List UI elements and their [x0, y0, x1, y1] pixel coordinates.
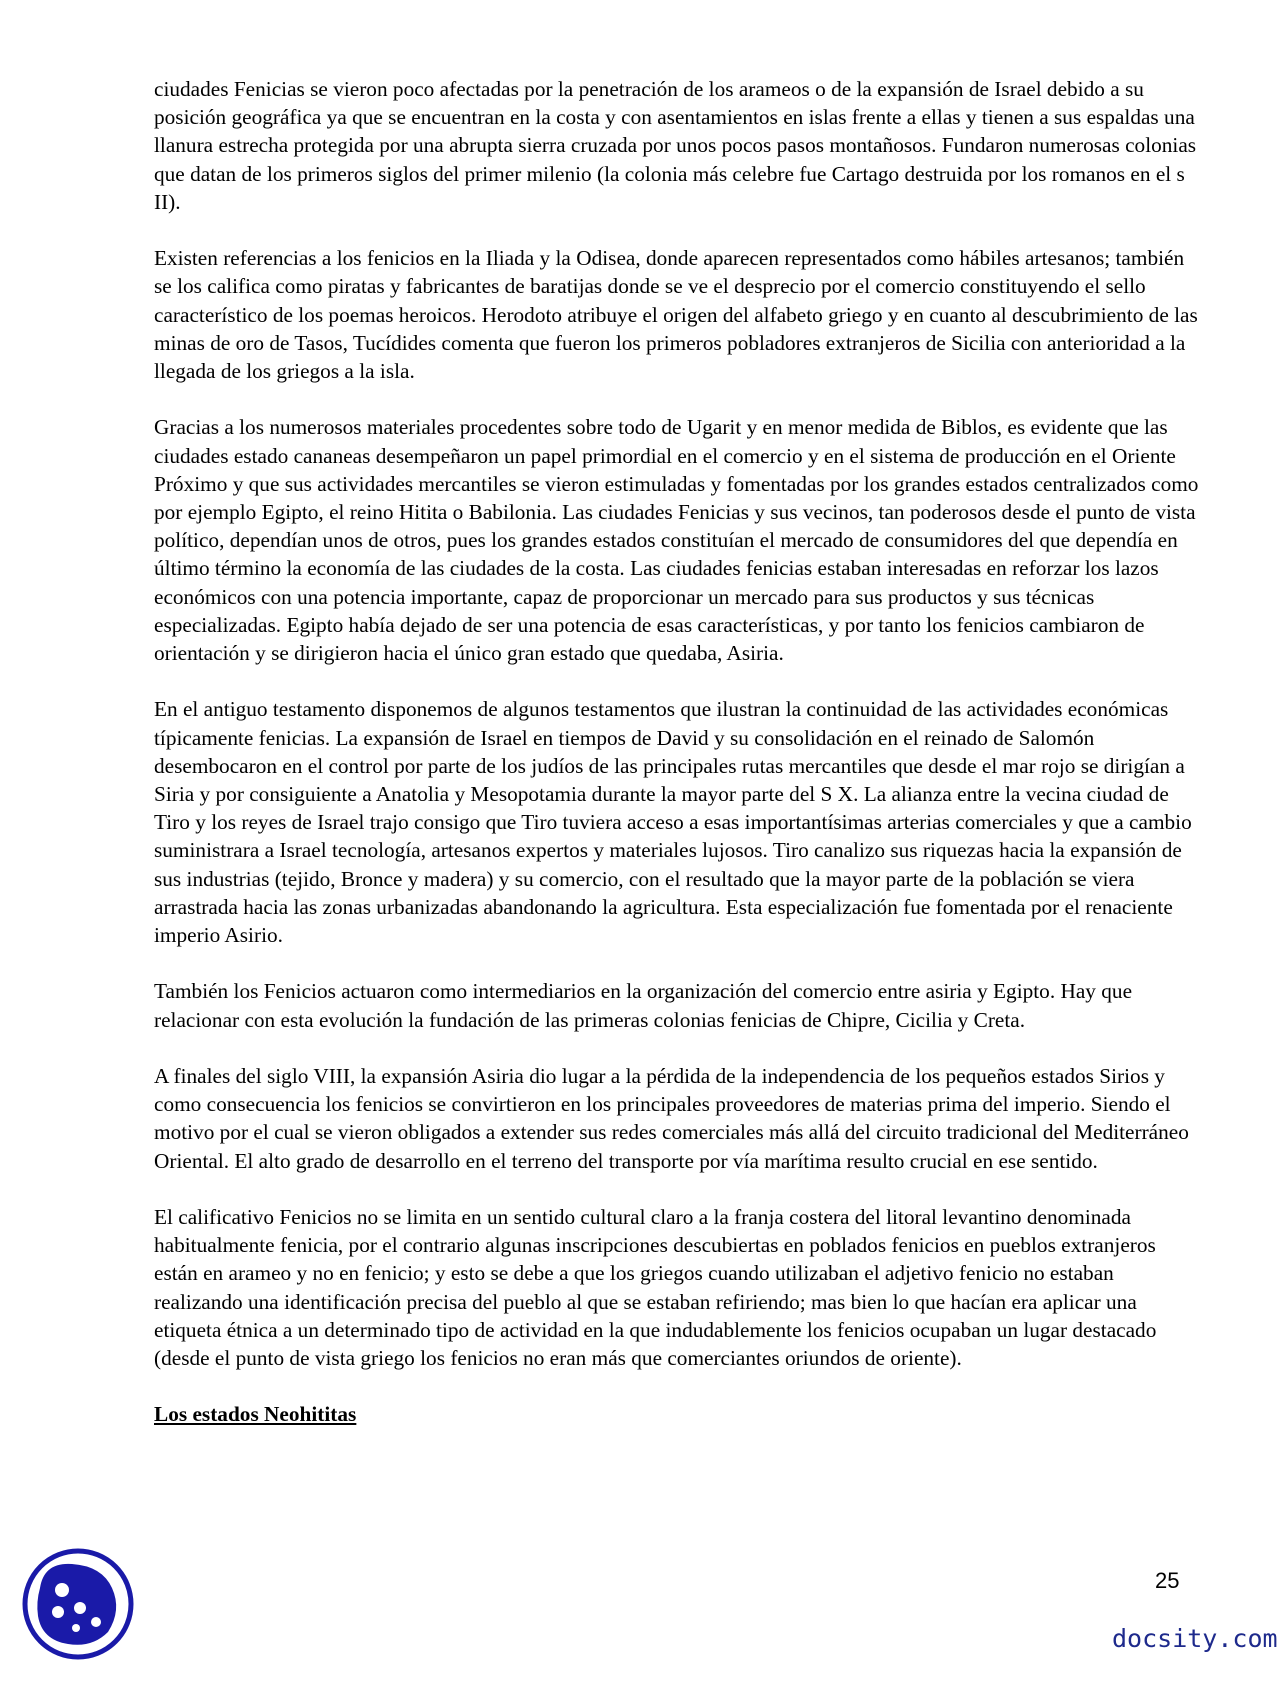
page-number: 25 [1155, 1568, 1180, 1593]
paragraph-4: En el antiguo testamento disponemos de algunos testamentos que ilustran la continuidad de las actividades económicas típicamente fenicias. La expansión de Israel en tiempos de David y su consolidación en el reinado de Salomón desembocaron en el control por parte de los judíos de las principales rutas mercantiles que desde el mar rojo se dirigían a Siria y por consiguiente a Anatolia y Mesopotamia durante la mayor parte del S X. La alianza entre la vecina ciudad de Tiro y los reyes de Israel trajo consigo que Tiro tuviera acceso a esas importantísimas arterias comerciales y que a cambio suministrara a Israel tecnología, artesanos expertos y materiales lujosos. Tiro canalizo sus riquezas hacia la expansión de sus industrias (tejido, Bronce y madera) y su comercio, con el resultado que la mayor parte de la población se viera arrastrada hacia las zonas urbanizadas abandonando la agricultura. Esta especialización fue fomentada por el renaciente imperio Asirio. [154, 697, 1192, 948]
document-body [154, 75, 1199, 1457]
paragraph-5: También los Fenicios actuaron como intermediarios en la organización del comercio entre asiria y Egipto. Hay que relacionar con esta evolución la fundación de las primeras colonias fenicias de Chipre, Cicilia y Creta. [154, 979, 1133, 1032]
paragraph-2: Existen referencias a los fenicios en la Iliada y la Odisea, donde aparecen representados como hábiles artesanos; también se los califica como piratas y fabricantes de baratijas donde se ve el desprecio por el comercio constituyendo el sello característico de los poemas heroicos. Herodoto atribuye el origen del alfabeto griego y en cuanto al descubrimiento de las minas de oro de Tasos, Tucídides comenta que fueron los primeros pobladores extranjeros de Sicilia con anterioridad a la llegada de los griegos a la isla. [154, 246, 1198, 384]
paragraph-3: Gracias a los numerosos materiales procedentes sobre todo de Ugarit y en menor medida de Biblos, es evidente que las ciudades estado cananeas desempeñaron un papel primordial en el comercio y en el sistema de producción en el Oriente Próximo y que sus actividades mercantiles se vieron estimuladas y fomentadas por los grandes estados centralizados como por ejemplo Egipto, el reino Hitita o Babilonia. Las ciudades Fenicias y sus vecinos, tan poderosos desde el punto de vista político, dependían unos de otros, pues los grandes estados constituían el mercado de consumidores del que dependía en último término la economía de las ciudades de la costa. Las ciudades fenicias estaban interesadas en reforzar los lazos económicos con una potencia importante, capaz de proporcionar un mercado para sus productos y sus técnicas especializadas. Egipto había dejado de ser una potencia de esas características, y por tanto los fenicios cambiaron de orientación y se dirigieron hacia el único gran estado que quedaba, Asiria. [154, 415, 1199, 666]
docsity-watermark[interactable]: docsity.com [1112, 1624, 1278, 1653]
section-heading: Los estados Neohititas [154, 1402, 357, 1427]
paragraph-7: El calificativo Fenicios no se limita en un sentido cultural claro a la franja costera del litoral levantino denominada habitualmente fenicia, por el contrario algunas inscripciones descubiertas en poblados fenicios en pueblos extranjeros están en arameo y no en fenicio; y esto se debe a que los griegos cuando utilizaban el adjetivo fenicio no estaban realizando una identificación precisa del pueblo al que se estaban refiriendo; mas bien lo que hacían era aplicar una etiqueta étnica a un determinado tipo de actividad en la que indudablemente los fenicios ocupaban un lugar destacado (desde el punto de vista griego los fenicios no eran más que comerciantes oriundos de oriente). [154, 1205, 1157, 1371]
paragraph-1: ciudades Fenicias se vieron poco afectadas por la penetración de los arameos o de la expansión de Israel debido a su posición geográfica ya que se encuentran en la costa y con asentamientos en islas frente a ellas y tienen a sus espaldas una llanura estrecha protegida por una abrupta sierra cruzada por unos pocos pasos montañosos. Fundaron numerosas colonias que datan de los primeros siglos del primer milenio (la colonia más celebre fue Cartago destruida por los romanos en el s II). [154, 77, 1197, 214]
docsity-logo-icon[interactable] [22, 1548, 134, 1660]
paragraph-6: A finales del siglo VIII, la expansión Asiria dio lugar a la pérdida de la independencia de los pequeños estados Sirios y como consecuencia los fenicios se convirtieron en los principales proveedores de materias prima del imperio. Siendo el motivo por el cual se vieron obligados a extender sus redes comerciales más allá del circuito tradicional del Mediterráneo Oriental. El alto grado de desarrollo en el terreno del transporte por vía marítima resulto crucial en ese sentido. [154, 1064, 1189, 1173]
